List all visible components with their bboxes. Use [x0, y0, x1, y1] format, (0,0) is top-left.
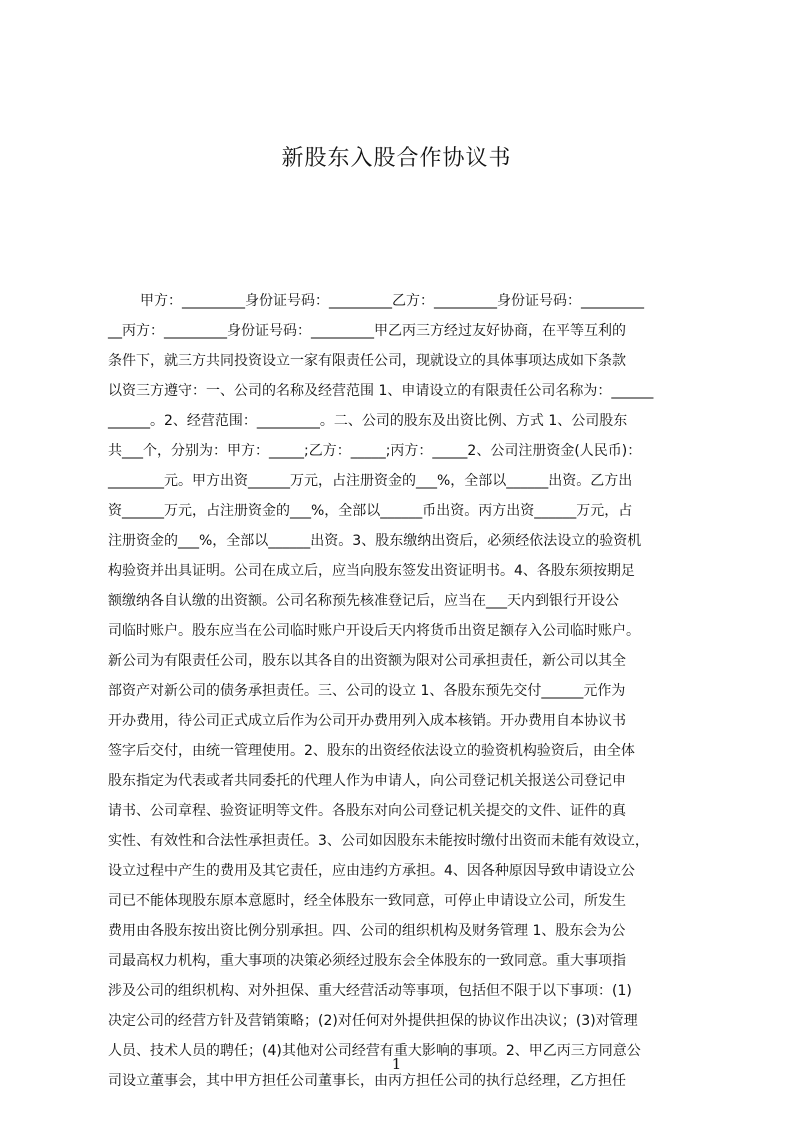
body-line: 请书、公司章程、验资证明等文件。各股东对向公司登记机关提交的文件、证件的真 [108, 803, 626, 819]
document-title: 新股东入股合作协议书 [281, 146, 512, 171]
body-line: ________元。甲方出资______万元，占注册资金的___%，全部以______出资。乙方出 [108, 473, 633, 489]
body-line: 注册资金的___%，全部以______出资。3、股东缴纳出资后，必须经依法设立的验资机 [108, 533, 642, 549]
body-line: 共___个，分别为：甲方：_____;乙方：_____;丙方：_____2、公司注册资金(人民币)： [108, 443, 642, 459]
body-line: 条件下，就三方共同投资设立一家有限责任公司，现就设立的具体事项达成如下条款 [108, 353, 626, 369]
body-line: 司最高权力机构，重大事项的决策必须经过股东会全体股东的一致同意。重大事项指 [108, 953, 626, 969]
body-line: 司设立董事会，其中甲方担任公司董事长，由丙方担任公司的执行总经理，乙方担任 [108, 1073, 626, 1089]
body-line: 签字后交付，由统一管理使用。2、股东的出资经依法设立的验资机构验资后，由全体 [108, 743, 635, 759]
body-line: 构验资并出具证明。公司在成立后，应当向股东签发出资证明书。4、各股东须按期足 [108, 563, 635, 579]
body-line: __丙方：_________身份证号码：_________甲乙丙三方经过友好协商，在平等互利的 [108, 323, 626, 339]
body-line: 额缴纳各自认缴的出资额。公司名称预先核准登记后，应当在___天内到银行开设公 [108, 593, 619, 609]
body-line: 费用由各股东按出资比例分别承担。四、公司的组织机构及财务管理 1、股东会为公 [108, 923, 626, 939]
body-line: 以资三方遵守：一、公司的名称及经营范围 1、申请设立的有限责任公司名称为：______ [108, 383, 654, 399]
body-line: 人员、技术人员的聘任；(4)其他对公司经营有重大影响的事项。2、甲乙丙三方同意公 [108, 1043, 641, 1059]
body-line: 实性、有效性和合法性承担责任。3、公司如因股东未能按时缴付出资而未能有效设立， [108, 833, 649, 849]
body-line: 新公司为有限责任公司，股东以其各自的出资额为限对公司承担责任，新公司以其全 [108, 653, 626, 669]
agreement-body [108, 290, 704, 1089]
body-line: 部资产对新公司的债务承担责任。三、公司的设立 1、各股东预先交付______元作为 [108, 683, 626, 699]
body-line: 资______万元，占注册资金的___%，全部以______币出资。丙方出资______万元，占 [108, 503, 633, 519]
page-number: 1 [391, 1055, 402, 1073]
body-line: 决定公司的经营方针及营销策略；(2)对任何对外提供担保的协议作出决议；(3)对管理 [108, 1013, 638, 1029]
body-line: 司临时账户。股东应当在公司临时账户开设后天内将货币出资足额存入公司临时账户。 [108, 623, 640, 639]
body-line: 开办费用，待公司正式成立后作为公司开办费用列入成本核销。开办费用自本协议书 [108, 713, 626, 729]
body-line: 涉及公司的组织机构、对外担保、重大经营活动等事项，包括但不限于以下事项：(1) [108, 983, 632, 999]
body-line: ______。2、经营范围：_________。二、公司的股东及出资比例、方式 1、公司股东 [108, 413, 628, 429]
body-line: 股东指定为代表或者共同委托的代理人作为申请人，向公司登记机关报送公司登记申 [108, 773, 626, 789]
body-line: 甲方：_________身份证号码：_________乙方：_________身份证号码：_________ [140, 293, 644, 309]
body-line: 设立过程中产生的费用及其它责任，应由违约方承担。4、因各种原因导致申请设立公 [108, 863, 635, 879]
body-line: 司已不能体现股东原本意愿时，经全体股东一致同意，可停止申请设立公司，所发生 [108, 893, 626, 909]
